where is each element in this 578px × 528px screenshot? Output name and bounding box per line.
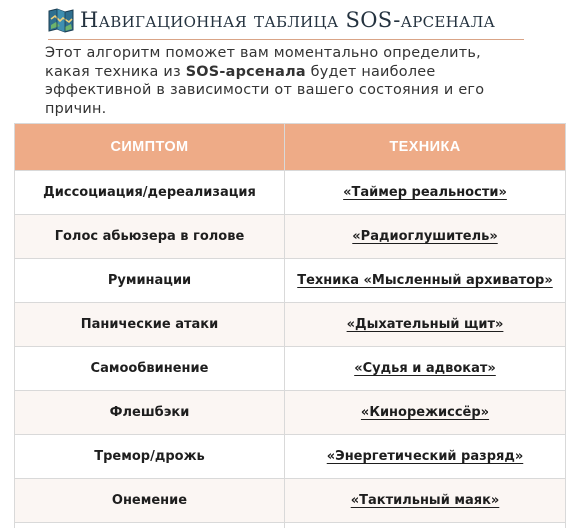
intro-highlight: SOS-арсенала — [185, 63, 306, 80]
header-divider — [48, 39, 524, 40]
technique-cell — [285, 391, 566, 435]
column-header-symptom: СИМПТОМ — [15, 124, 285, 171]
technique-link[interactable]: Техника «Мысленный архиватор» — [297, 273, 553, 288]
page-header — [48, 4, 495, 36]
page-title: Навигационная таблица SOS-арсенала — [80, 8, 496, 32]
technique-link[interactable]: «Судья и адвокат» — [354, 361, 496, 376]
technique-cell — [285, 259, 566, 303]
symptom-cell: Флешбэки — [15, 391, 285, 435]
technique-link[interactable]: «Дыхательный щит» — [346, 317, 504, 332]
table-row — [15, 523, 566, 528]
column-header-technique: ТЕХНИКА — [285, 124, 566, 171]
symptom-cell: Онемение — [15, 479, 285, 523]
table-row — [15, 171, 566, 215]
technique-cell — [285, 479, 566, 523]
table-row — [15, 391, 566, 435]
intro-text — [45, 44, 525, 118]
technique-link[interactable]: «Тактильный маяк» — [350, 493, 500, 508]
technique-cell — [285, 171, 566, 215]
symptom-cell: Тремор/дрожь — [15, 435, 285, 479]
table-header-row — [15, 124, 566, 171]
navigation-table — [14, 123, 566, 528]
technique-cell — [285, 303, 566, 347]
symptom-cell: Самообвинение — [15, 347, 285, 391]
table-row — [15, 479, 566, 523]
symptom-cell: Диссоциация/дереализация — [15, 171, 285, 215]
symptom-cell: Панические атаки — [15, 303, 285, 347]
symptom-cell: Голос абьюзера в голове — [15, 215, 285, 259]
table-row — [15, 347, 566, 391]
technique-cell — [285, 435, 566, 479]
table-row — [15, 303, 566, 347]
table-row — [15, 435, 566, 479]
technique-link[interactable]: «Кинорежиссёр» — [360, 405, 490, 420]
technique-link[interactable]: «Радиоглушитель» — [352, 229, 498, 244]
intro-text-start: Этот алгоритм поможет вам моментально определить, какая техника из — [45, 45, 481, 80]
table-row — [15, 215, 566, 259]
symptom-cell — [15, 523, 285, 528]
technique-cell — [285, 523, 566, 528]
folded-map-icon — [48, 7, 74, 33]
table-row — [15, 259, 566, 303]
technique-cell — [285, 347, 566, 391]
intro-text-end: будет наиболее эффективной в зависимости от вашего состояния и его причин. — [45, 63, 485, 117]
technique-cell — [285, 215, 566, 259]
symptom-cell: Руминации — [15, 259, 285, 303]
technique-link[interactable]: «Энергетический разряд» — [326, 449, 524, 464]
technique-link[interactable]: «Таймер реальности» — [343, 185, 507, 200]
